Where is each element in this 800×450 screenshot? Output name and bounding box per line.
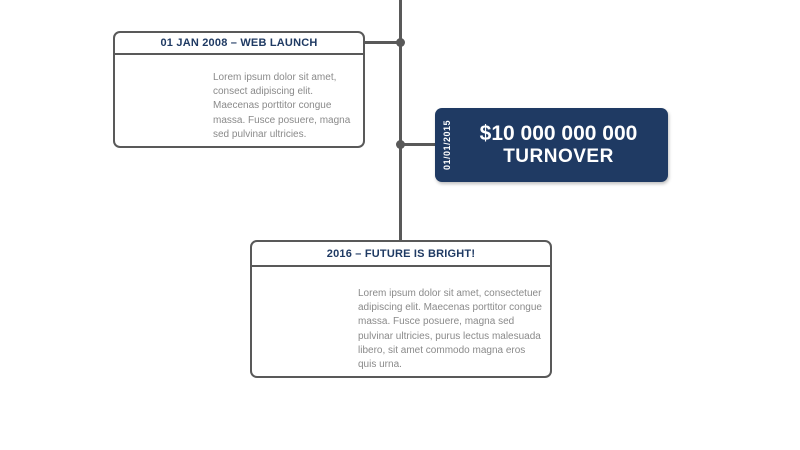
timeline-spine <box>399 0 402 241</box>
event-body-text-future: Lorem ipsum dolor sit amet, consectetuer adipiscing elit. Maecenas porttitor congue massa. Fusce posuere, magna sed pulvinar ultricies, purus lectus malesuada libero, sit amet commodo magna eros quis urna. <box>358 288 542 370</box>
event-card-future <box>250 240 552 378</box>
timeline-node-dot-turnover <box>396 140 405 149</box>
event-card-web-launch <box>113 31 365 148</box>
milestone-date-rail <box>435 108 459 182</box>
event-title-future: 2016 – FUTURE IS BRIGHT! <box>252 242 550 267</box>
timeline-node-dot-web-launch <box>396 38 405 47</box>
connector-turnover <box>401 143 436 146</box>
milestone-date: 01/01/2015 <box>442 119 452 171</box>
milestone-amount: $10 000 000 000 <box>479 121 638 145</box>
event-body-future <box>252 267 550 376</box>
event-title-web-launch: 01 JAN 2008 – WEB LAUNCH <box>115 33 363 55</box>
event-body-web-launch <box>115 55 363 143</box>
event-body-text-web-launch: Lorem ipsum dolor sit amet, consect adipiscing elit. Maecenas porttitor congue massa. Fusce posuere, magna sed pulvinar ultricies. <box>213 72 351 140</box>
milestone-content <box>459 108 668 182</box>
milestone-label: TURNOVER <box>503 145 614 167</box>
milestone-callout-turnover <box>435 108 668 182</box>
